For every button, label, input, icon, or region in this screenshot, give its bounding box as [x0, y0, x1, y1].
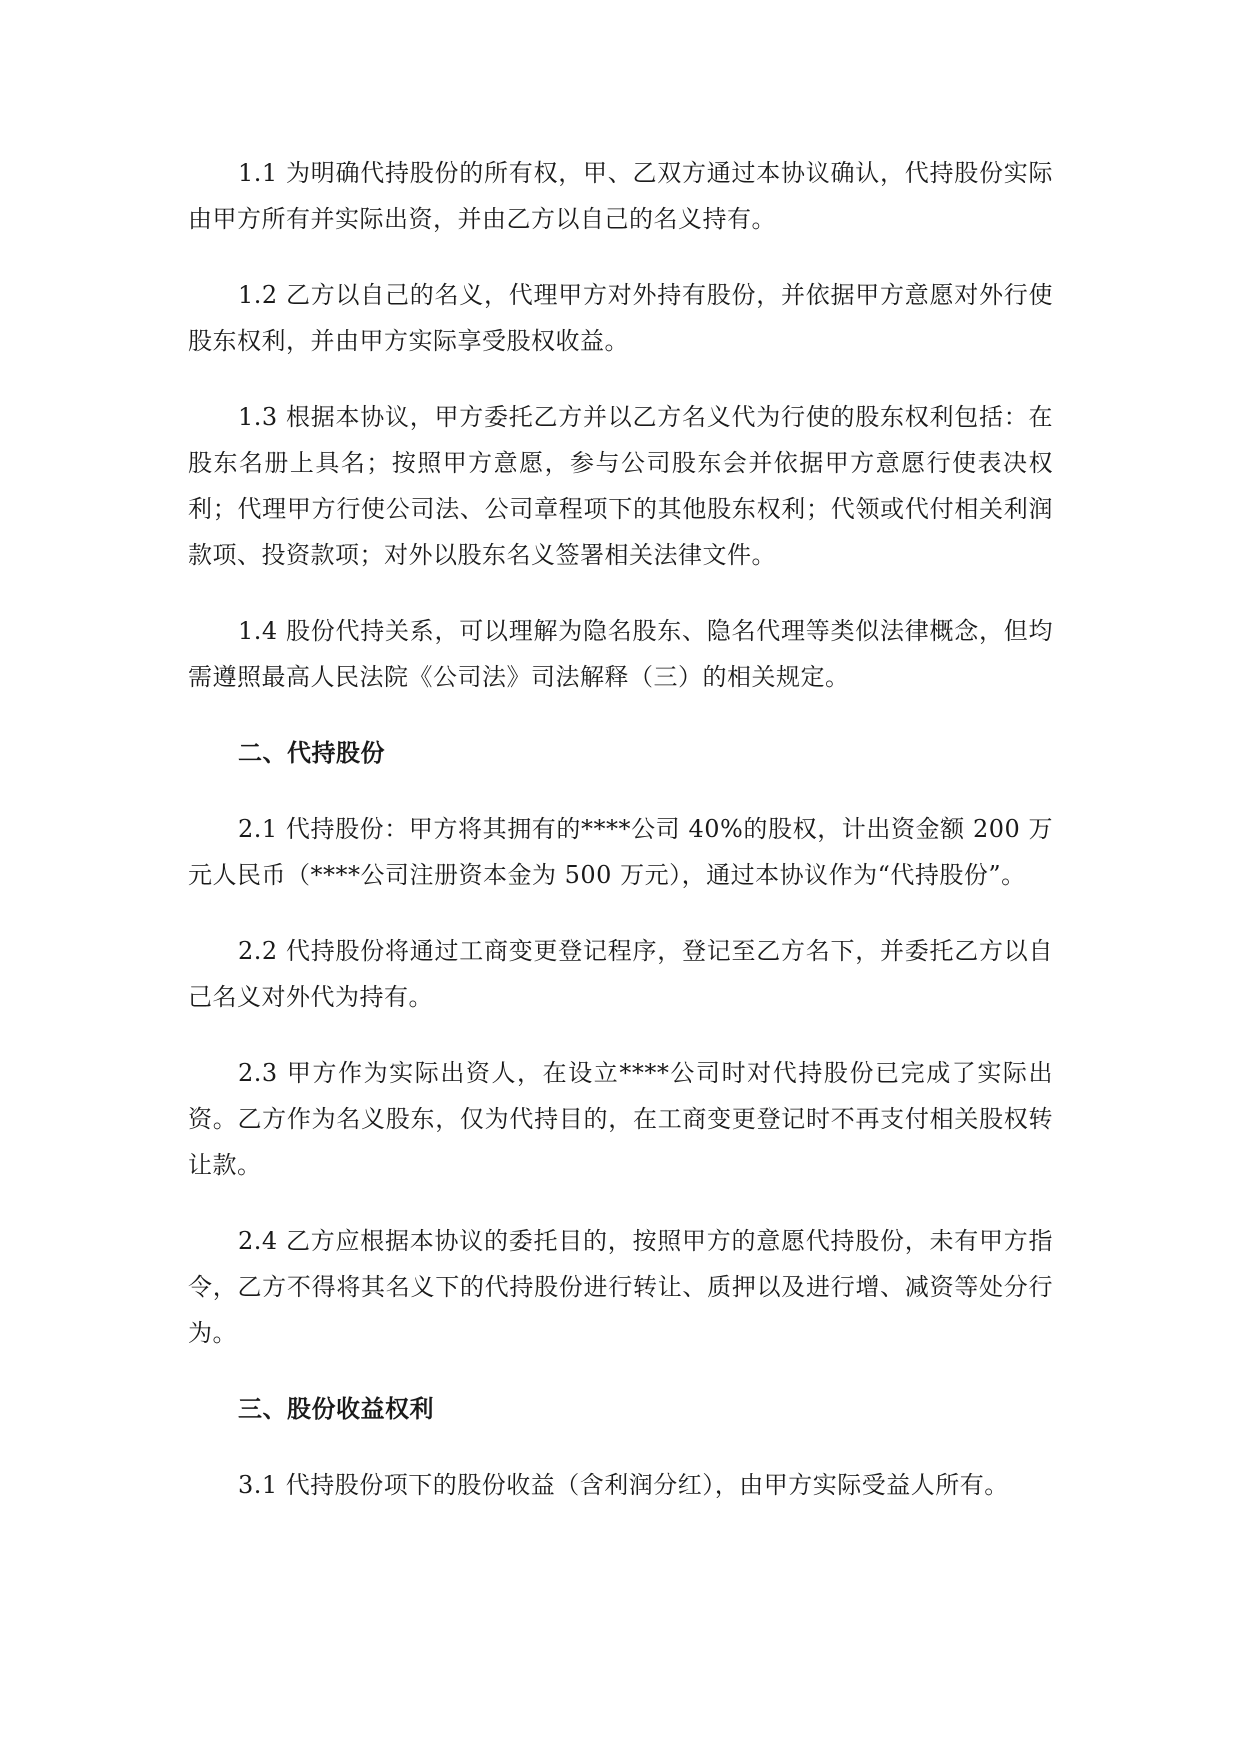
paragraph-3-1: 3.1 代持股份项下的股份收益（含利润分红），由甲方实际受益人所有。 — [238, 1471, 1009, 1499]
paragraph-2-4: 2.4 乙方应根据本协议的委托目的，按照甲方的意愿代持股份，未有甲方指令，乙方不得将其名义下的代持股份进行转让、质押以及进行增、减资等处分行为。 — [188, 1227, 1053, 1347]
paragraph-1-4: 1.4 股份代持关系，可以理解为隐名股东、隐名代理等类似法律概念，但均需遵照最高人民法院《公司法》司法解释（三）的相关规定。 — [188, 617, 1053, 691]
paragraph-2-3: 2.3 甲方作为实际出资人，在设立****公司时对代持股份已完成了实际出资。乙方作为名义股东，仅为代持目的，在工商变更登记时不再支付相关股权转让款。 — [188, 1059, 1053, 1179]
paragraph-1-2: 1.2 乙方以自己的名义，代理甲方对外持有股份，并依据甲方意愿对外行使股东权利，并由甲方实际享受股权收益。 — [188, 281, 1053, 355]
paragraph-2-1: 2.1 代持股份：甲方将其拥有的****公司 40%的股权，计出资金额 200 万元人民币（****公司注册资本金为 500 万元），通过本协议作为“代持股份”。 — [188, 815, 1053, 889]
section-heading-2: 二、代持股份 — [238, 738, 385, 767]
section-heading-3: 三、股份收益权利 — [238, 1394, 434, 1423]
document-body — [188, 150, 1053, 1538]
paragraph-2-2: 2.2 代持股份将通过工商变更登记程序，登记至乙方名下，并委托乙方以自己名义对外代为持有。 — [188, 937, 1053, 1011]
paragraph-1-1: 1.1 为明确代持股份的所有权，甲、乙双方通过本协议确认，代持股份实际由甲方所有并实际出资，并由乙方以自己的名义持有。 — [188, 159, 1053, 233]
paragraph-1-3: 1.3 根据本协议，甲方委托乙方并以乙方名义代为行使的股东权利包括：在股东名册上具名；按照甲方意愿，参与公司股东会并依据甲方意愿行使表决权利；代理甲方行使公司法、公司章程项下的其他股东权利；代领或代付相关利润款项、投资款项；对外以股东名义签署相关法律文件。 — [188, 403, 1053, 569]
